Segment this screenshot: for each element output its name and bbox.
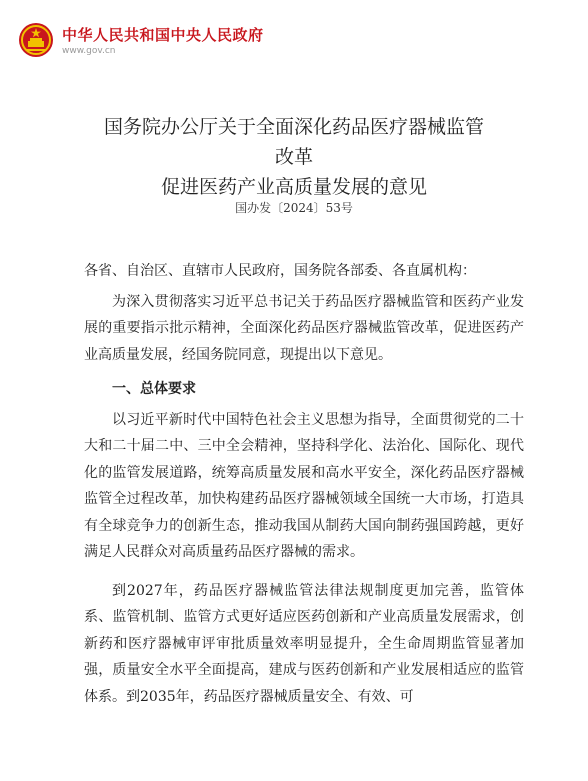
document-title-line-2: 改革 <box>274 146 313 168</box>
document-body <box>84 258 524 710</box>
site-header <box>18 18 578 68</box>
document-title-line-3: 促进医药产业高质量发展的意见 <box>160 176 427 198</box>
paragraph: 以习近平新时代中国特色社会主义思想为指导，全面贯彻党的二十大和二十届二中、三中全会精神，坚持科学化、法治化、国际化、现代化的监管发展道路，统筹高质量发展和高水平安全，深化药品医疗器械监管全过程改革，加快构建药品医疗器械领域全国统一大市场，打造具有全球竞争力的创新生态，推动我国从制药大国向制药强国跨越，更好满足人民群众对高质量药品医疗器械的需求。 <box>84 411 524 560</box>
intro-paragraph: 为深入贯彻落实习近平总书记关于药品医疗器械监管和医药产业发展的重要指示批示精神，全面深化药品医疗器械监管改革，促进医药产业高质量发展，经国务院同意，现提出以下意见。 <box>84 293 524 363</box>
paragraph: 到2027年，药品医疗器械监管法律法规制度更加完善，监管体系、监管机制、监管方式更好适应医药创新和产业高质量发展需求，创新药和医疗器械审评审批质量效率明显提升，全生命周期监管显著加强，质量安全水平全面提高，建成与医药创新和产业发展相适应的监管体系。到2035年，药品医疗器械质量安全、有效、可 <box>84 582 524 705</box>
salutation: 各省、自治区、直辖市人民政府，国务院各部委、各直属机构： <box>84 263 476 279</box>
site-title[interactable]: 中华人民共和国中央人民政府 <box>62 26 264 44</box>
section-heading: 一、总体要求 <box>112 381 196 397</box>
document-title-line-1: 国务院办公厅关于全面深化药品医疗器械监管 <box>103 116 484 138</box>
document-title <box>40 112 548 202</box>
site-url[interactable]: www.gov.cn <box>62 46 116 56</box>
national-emblem-icon[interactable] <box>18 22 54 58</box>
document-number: 国办发〔2024〕53号 <box>235 201 353 215</box>
